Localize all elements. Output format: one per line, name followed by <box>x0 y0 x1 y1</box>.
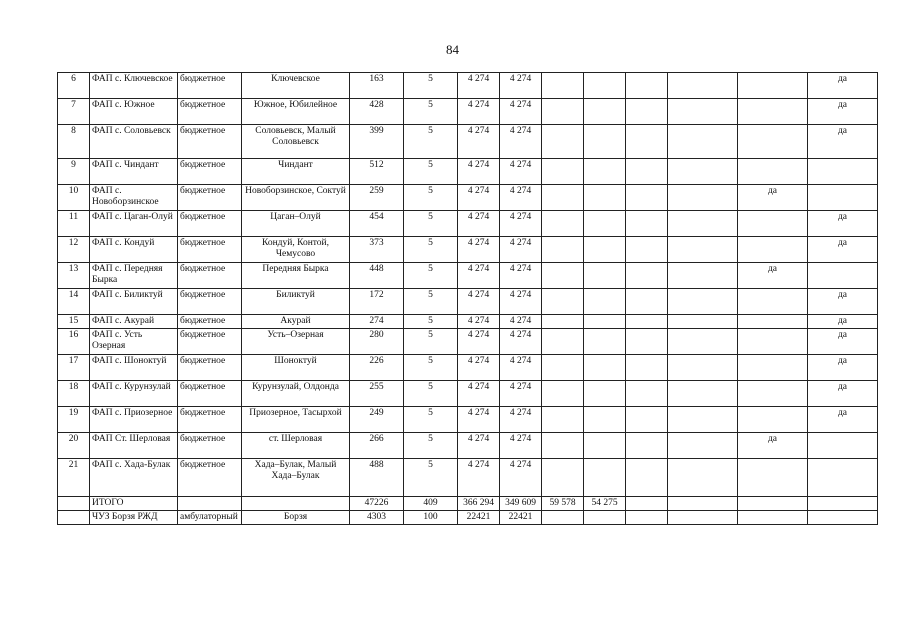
table-row <box>58 73 878 99</box>
table-cell: бюджетное <box>178 355 242 381</box>
table-cell: бюджетное <box>178 289 242 315</box>
table-cell: бюджетное <box>178 315 242 329</box>
table-row <box>58 289 878 315</box>
table-cell: 8 <box>58 125 90 159</box>
table-cell <box>668 511 738 525</box>
table-cell: да <box>808 99 878 125</box>
table-cell: ст. Шерловая <box>242 433 350 459</box>
table-row <box>58 381 878 407</box>
table-cell <box>584 125 626 159</box>
table-cell: 4 274 <box>500 459 542 497</box>
table-cell: 4 274 <box>458 237 500 263</box>
table-cell <box>668 459 738 497</box>
table-cell: бюджетное <box>178 237 242 263</box>
table-cell: 5 <box>404 407 458 433</box>
table-cell: да <box>808 125 878 159</box>
table-cell: 18 <box>58 381 90 407</box>
table-cell: Приозерное, Тасырхой <box>242 407 350 433</box>
table-cell <box>584 329 626 355</box>
table-row <box>58 329 878 355</box>
table-cell: 5 <box>404 381 458 407</box>
table-cell: 4303 <box>350 511 404 525</box>
table-cell: ФАП с. Шоноктуй <box>90 355 178 381</box>
table-cell: 280 <box>350 329 404 355</box>
table-cell: да <box>808 407 878 433</box>
table-cell <box>584 433 626 459</box>
table-cell: 4 274 <box>500 407 542 433</box>
table-cell: ФАП с. Ключевское <box>90 73 178 99</box>
table-cell: 5 <box>404 237 458 263</box>
table-cell: 4 274 <box>458 315 500 329</box>
table-cell <box>584 211 626 237</box>
table-cell <box>668 355 738 381</box>
table-cell: 249 <box>350 407 404 433</box>
table-cell <box>738 237 808 263</box>
table-cell: 4 274 <box>458 99 500 125</box>
table-cell: бюджетное <box>178 381 242 407</box>
table-cell: 4 274 <box>458 433 500 459</box>
table-cell <box>668 263 738 289</box>
table-cell: 163 <box>350 73 404 99</box>
table-cell <box>584 511 626 525</box>
table-cell: 5 <box>404 315 458 329</box>
table-cell: 4 274 <box>458 459 500 497</box>
table-cell: 4 274 <box>458 329 500 355</box>
table-row <box>58 99 878 125</box>
table-cell: Хада–Булак, Малый Хада–Булак <box>242 459 350 497</box>
table-cell: 6 <box>58 73 90 99</box>
table-cell: ФАП с. Биликтуй <box>90 289 178 315</box>
table-cell: 4 274 <box>458 211 500 237</box>
table-cell: 4 274 <box>500 315 542 329</box>
table-cell <box>808 159 878 185</box>
table-cell: 7 <box>58 99 90 125</box>
table-cell <box>738 355 808 381</box>
table-cell <box>542 433 584 459</box>
table-cell <box>668 433 738 459</box>
table-cell: да <box>808 315 878 329</box>
table-cell: Южное, Юбилейное <box>242 99 350 125</box>
table-cell <box>626 237 668 263</box>
table-cell: 399 <box>350 125 404 159</box>
table-cell: ФАП с. Передняя Бырка <box>90 263 178 289</box>
table-cell <box>626 125 668 159</box>
table-cell: 16 <box>58 329 90 355</box>
table-cell: 4 274 <box>500 237 542 263</box>
table-cell: 488 <box>350 459 404 497</box>
table-row <box>58 211 878 237</box>
table-cell <box>738 73 808 99</box>
table-cell: 5 <box>404 263 458 289</box>
table-row <box>58 185 878 211</box>
table-cell: бюджетное <box>178 125 242 159</box>
table-cell: 4 274 <box>500 381 542 407</box>
table-cell <box>626 459 668 497</box>
table-cell: Шоноктуй <box>242 355 350 381</box>
table-cell: ЧУЗ Борзя РЖД <box>90 511 178 525</box>
table-cell <box>668 329 738 355</box>
table-body <box>58 73 878 525</box>
table-cell <box>626 315 668 329</box>
table-row <box>58 511 878 525</box>
table-cell: ФАП с. Кондуй <box>90 237 178 263</box>
facilities-table <box>57 72 878 525</box>
table-cell: ФАП с. Новоборзинское <box>90 185 178 211</box>
table-cell: 4 274 <box>500 99 542 125</box>
table-cell <box>808 263 878 289</box>
table-cell: амбулаторный <box>178 511 242 525</box>
table-cell <box>738 159 808 185</box>
table-cell: 5 <box>404 73 458 99</box>
table-cell <box>738 381 808 407</box>
table-cell <box>626 99 668 125</box>
table-cell <box>668 73 738 99</box>
table-cell: Передняя Бырка <box>242 263 350 289</box>
table-cell: 226 <box>350 355 404 381</box>
table-cell: да <box>808 237 878 263</box>
table-cell: 454 <box>350 211 404 237</box>
table-cell <box>668 125 738 159</box>
table-cell <box>584 407 626 433</box>
table-cell <box>668 497 738 511</box>
table-cell <box>668 211 738 237</box>
table-cell <box>584 73 626 99</box>
table-cell: да <box>738 433 808 459</box>
table-cell: 54 275 <box>584 497 626 511</box>
table-cell: 4 274 <box>458 73 500 99</box>
table-cell <box>668 407 738 433</box>
table-cell: ФАП с. Акурай <box>90 315 178 329</box>
table-cell <box>542 237 584 263</box>
table-cell <box>668 237 738 263</box>
table-cell <box>584 263 626 289</box>
table-cell: бюджетное <box>178 407 242 433</box>
table-cell: да <box>808 73 878 99</box>
table-cell <box>808 497 878 511</box>
table-cell: Чиндант <box>242 159 350 185</box>
table-cell: 4 274 <box>500 433 542 459</box>
table-cell <box>584 355 626 381</box>
table-cell <box>626 263 668 289</box>
table-cell <box>542 329 584 355</box>
table-cell: да <box>738 263 808 289</box>
table-cell <box>808 459 878 497</box>
table-cell: ФАП с. Усть Озерная <box>90 329 178 355</box>
table-cell: 15 <box>58 315 90 329</box>
table-cell: 5 <box>404 459 458 497</box>
table-cell: да <box>808 355 878 381</box>
table-cell: 21 <box>58 459 90 497</box>
table-cell: Усть–Озерная <box>242 329 350 355</box>
table-cell: 373 <box>350 237 404 263</box>
table-cell: 4 274 <box>458 125 500 159</box>
table-cell: 100 <box>404 511 458 525</box>
table-cell <box>542 185 584 211</box>
table-cell: ФАП с. Соловьевск <box>90 125 178 159</box>
table-cell: ФАП с. Цаган-Олуй <box>90 211 178 237</box>
table-cell <box>626 433 668 459</box>
table-row <box>58 407 878 433</box>
table-cell: 59 578 <box>542 497 584 511</box>
table-cell: 4 274 <box>500 355 542 381</box>
table-cell: 5 <box>404 159 458 185</box>
table-cell: бюджетное <box>178 329 242 355</box>
table-cell: Цаган–Олуй <box>242 211 350 237</box>
table-cell <box>808 185 878 211</box>
table-cell: 9 <box>58 159 90 185</box>
table-cell <box>626 159 668 185</box>
table-cell: Биликтуй <box>242 289 350 315</box>
table-cell <box>668 185 738 211</box>
table-cell <box>542 73 584 99</box>
table-cell <box>626 185 668 211</box>
table-cell: бюджетное <box>178 459 242 497</box>
table-cell <box>542 407 584 433</box>
table-cell: 4 274 <box>458 381 500 407</box>
table-cell: 255 <box>350 381 404 407</box>
table-cell: 349 609 <box>500 497 542 511</box>
table-cell <box>668 315 738 329</box>
table-cell <box>668 159 738 185</box>
table-cell <box>542 355 584 381</box>
table-cell <box>738 125 808 159</box>
table-cell: 409 <box>404 497 458 511</box>
table-cell <box>542 381 584 407</box>
table-row <box>58 263 878 289</box>
table-cell: ФАП с. Чиндант <box>90 159 178 185</box>
table-cell: 4 274 <box>500 263 542 289</box>
table-cell <box>738 211 808 237</box>
table-cell <box>584 381 626 407</box>
table-cell <box>738 329 808 355</box>
table-cell: 5 <box>404 355 458 381</box>
table-cell: 19 <box>58 407 90 433</box>
table-cell: 366 294 <box>458 497 500 511</box>
table-cell: 266 <box>350 433 404 459</box>
table-cell <box>542 511 584 525</box>
table-cell: 5 <box>404 433 458 459</box>
table-cell: бюджетное <box>178 433 242 459</box>
table-cell <box>626 289 668 315</box>
table-cell: 12 <box>58 237 90 263</box>
table-cell <box>584 185 626 211</box>
table-cell: 47226 <box>350 497 404 511</box>
table-cell <box>738 511 808 525</box>
table-cell: ФАП с. Курунзулай <box>90 381 178 407</box>
table-cell <box>626 211 668 237</box>
table-cell: 22421 <box>500 511 542 525</box>
table-cell: ФАП с. Южное <box>90 99 178 125</box>
table-cell: 512 <box>350 159 404 185</box>
table-cell: 10 <box>58 185 90 211</box>
table-cell: Акурай <box>242 315 350 329</box>
table-cell <box>178 497 242 511</box>
table-cell <box>542 125 584 159</box>
table-row <box>58 459 878 497</box>
table-cell <box>584 315 626 329</box>
table-cell <box>808 433 878 459</box>
table-cell <box>584 159 626 185</box>
table-cell <box>584 237 626 263</box>
table-cell: 5 <box>404 125 458 159</box>
table-cell <box>738 407 808 433</box>
table-cell: Новоборзинское, Соктуй <box>242 185 350 211</box>
table-cell <box>668 99 738 125</box>
table-cell: 172 <box>350 289 404 315</box>
table-cell: Кондуй, Контой, Чемусово <box>242 237 350 263</box>
table-cell: 4 274 <box>458 159 500 185</box>
table-cell: 428 <box>350 99 404 125</box>
table-cell: ФАП Ст. Шерловая <box>90 433 178 459</box>
table-row <box>58 159 878 185</box>
table-cell <box>738 497 808 511</box>
table-cell: бюджетное <box>178 263 242 289</box>
table-cell: 4 274 <box>500 289 542 315</box>
table-cell: 4 274 <box>458 407 500 433</box>
table-cell: 11 <box>58 211 90 237</box>
table-cell <box>584 289 626 315</box>
table-cell <box>542 459 584 497</box>
table-cell: Соловьевск, Малый Соловьевск <box>242 125 350 159</box>
table-cell: 20 <box>58 433 90 459</box>
table-cell: 4 274 <box>500 159 542 185</box>
table-cell: 22421 <box>458 511 500 525</box>
table-cell: бюджетное <box>178 159 242 185</box>
page-number: 84 <box>446 42 459 57</box>
table-cell <box>584 459 626 497</box>
table-cell <box>738 99 808 125</box>
table-cell <box>738 459 808 497</box>
table-cell <box>626 511 668 525</box>
table-cell: бюджетное <box>178 73 242 99</box>
table-cell: 14 <box>58 289 90 315</box>
table-cell <box>542 99 584 125</box>
table-cell: Борзя <box>242 511 350 525</box>
table-cell: бюджетное <box>178 185 242 211</box>
table-cell <box>626 329 668 355</box>
table-cell <box>584 99 626 125</box>
table-row <box>58 315 878 329</box>
table-cell: 5 <box>404 99 458 125</box>
table-cell <box>58 511 90 525</box>
table-cell: 4 274 <box>500 185 542 211</box>
table-cell <box>242 497 350 511</box>
table-cell: 4 274 <box>458 355 500 381</box>
table-cell <box>58 497 90 511</box>
table-cell <box>542 159 584 185</box>
table-cell <box>626 381 668 407</box>
table-cell: 4 274 <box>500 73 542 99</box>
table-cell <box>626 355 668 381</box>
table-cell <box>626 407 668 433</box>
table-cell <box>626 73 668 99</box>
table-cell: Курунзулай, Олдонда <box>242 381 350 407</box>
table-cell <box>738 289 808 315</box>
table-cell <box>542 263 584 289</box>
table-cell: да <box>808 329 878 355</box>
table-cell <box>668 381 738 407</box>
table-cell: 5 <box>404 289 458 315</box>
table-cell: 4 274 <box>500 211 542 237</box>
table-cell: 4 274 <box>458 263 500 289</box>
table-cell: да <box>808 211 878 237</box>
table-row <box>58 497 878 511</box>
table-cell: 4 274 <box>458 185 500 211</box>
table-cell: 5 <box>404 329 458 355</box>
table-cell <box>668 289 738 315</box>
table-cell: 4 274 <box>500 125 542 159</box>
table-cell: да <box>738 185 808 211</box>
table-cell: ФАП с. Приозерное <box>90 407 178 433</box>
table-cell <box>626 497 668 511</box>
table-cell <box>542 289 584 315</box>
table-cell: 274 <box>350 315 404 329</box>
table-cell: 259 <box>350 185 404 211</box>
table-cell <box>808 511 878 525</box>
table-cell: 448 <box>350 263 404 289</box>
table-cell: 17 <box>58 355 90 381</box>
table-row <box>58 433 878 459</box>
table-cell: Ключевское <box>242 73 350 99</box>
table-cell: 5 <box>404 211 458 237</box>
table-row <box>58 355 878 381</box>
table-row <box>58 237 878 263</box>
table-cell: да <box>808 381 878 407</box>
table-cell: 13 <box>58 263 90 289</box>
table-cell <box>542 211 584 237</box>
table-cell: ФАП с. Хада-Булак <box>90 459 178 497</box>
table-row <box>58 125 878 159</box>
table-cell: ИТОГО <box>90 497 178 511</box>
table-cell: 4 274 <box>458 289 500 315</box>
table-cell <box>738 315 808 329</box>
table-cell: 5 <box>404 185 458 211</box>
table-cell: бюджетное <box>178 211 242 237</box>
table-cell: бюджетное <box>178 99 242 125</box>
table-cell: 4 274 <box>500 329 542 355</box>
table-cell <box>542 315 584 329</box>
table-cell: да <box>808 289 878 315</box>
